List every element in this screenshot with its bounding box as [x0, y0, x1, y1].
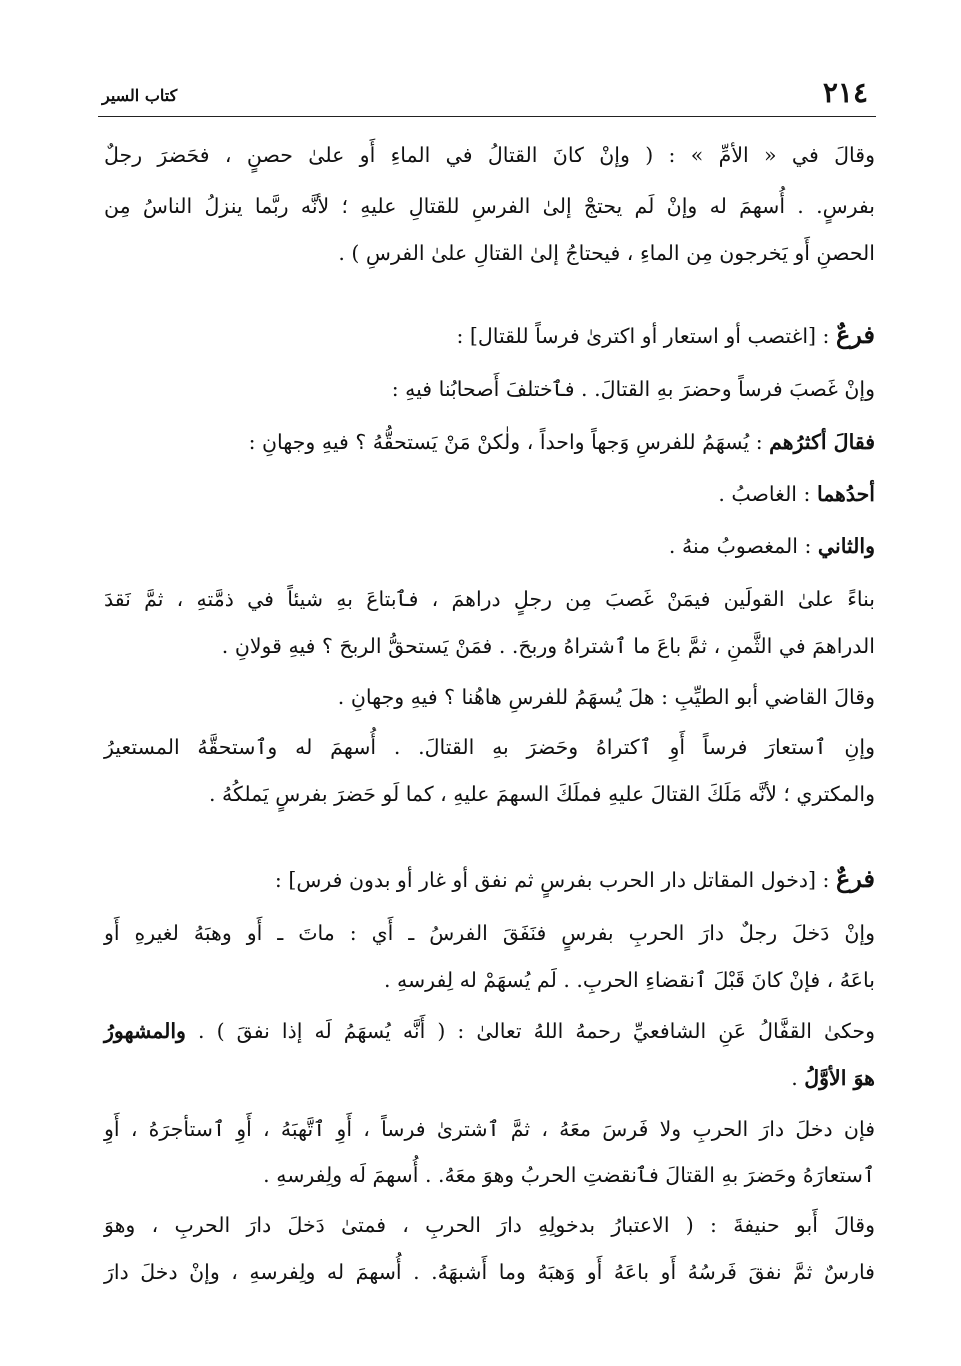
- text-line: فارسٌ ثمَّ نفقَ فَرسُهُ أَو باعَهُ أَو وَهبَهُ وما أَشبهَهُ. . أُسهمَ له ولِفرسهِ ، وإنْ دخلَ دارَ: [104, 1260, 875, 1284]
- text-line: والمكتري ؛ لأنَّه مَلَكَ القتالَ عليهِ فملَكَ السهمَ عليهِ ، كما لَو حَضرَ بفرسٍ يَملكُهُ .: [209, 782, 875, 806]
- text-span: : يُسهَمُ للفرسِ وَجهاً واحداً ، ولٰكنْ مَنْ يَستحقُّهُ ؟ فيهِ وجهانِ :: [248, 430, 770, 454]
- text-line: وقالَ القاضي أبو الطيِّبِ : هلَ يُسهَمُ للفرسِ هاهُنا ؟ فيهِ وجهانِ .: [337, 685, 875, 709]
- text-span: : المغصوبُ منهُ .: [668, 534, 818, 558]
- bold-term: والمشهورُ: [104, 1019, 186, 1043]
- page-number: ٢١٤: [822, 76, 868, 109]
- section-heading: [275, 864, 875, 895]
- section-heading-text: : [اغتصب أو استعار أو اكترىٰ فرساً للقتال] :: [456, 324, 836, 348]
- text-line: [249, 427, 875, 457]
- text-line: فإن دخلَ دارَ الحربِ ولا فَرسَ معَهُ ، ثمَّ ٱشترىٰ فرساً ، أَوِ ٱتَّهبَهُ ، أَوِ ٱستأجرَهُ ، أَوِ: [104, 1117, 875, 1141]
- header-rule: [98, 116, 876, 117]
- text-line: وقالَ في « الأمِّ » : ( وإنْ كانَ القتالُ في الماءِ أَو علىٰ حصنٍ ، فحَضرَ رجلٌ: [104, 143, 875, 167]
- bold-term: والثاني: [817, 534, 875, 558]
- text-span: .: [791, 1066, 805, 1090]
- text-line: وإنْ دَخلَ رجلٌ دارَ الحربِ بفرسٍ فنَفَقَ الفرسُ ـ أَي : ماتَ ـ أَو وهبَهُ لغيرهِ أَو: [104, 921, 875, 945]
- text-line: وإنْ غَصبَ فرساً وحضرَ بهِ القتالَ. . فٱختلفَ أَصحابُنا فيهِ :: [391, 377, 875, 401]
- text-line: الدراهمَ في الثَّمنِ ، ثمَّ باعَ ما ٱشتراهُ وربحَ. . فمَنْ يَستحقُّ الربحَ ؟ فيهِ قولانِ .: [221, 634, 875, 658]
- page-header: [98, 76, 874, 114]
- bold-term: هوَ الأوَّلُ: [804, 1066, 875, 1090]
- far-label: فرعٌ: [835, 320, 875, 349]
- text-line: [104, 1016, 875, 1046]
- text-line: بناءً علىٰ القولَين فيمَنْ غَصبَ مِن رجلٍ دراهمَ ، فٱبتاعَ بهِ شيئاً في ذمَّتهِ ، ثمَّ نَقدَ: [104, 587, 875, 611]
- text-line: ٱستعارَهُ وحَضرَ بهِ القتالَ فٱنقضتِ الحربُ وهوَ معَهُ. . أُسهمَ لَه ولِفرسهِ .: [263, 1163, 875, 1187]
- bold-term: فقالَ أكثرُهم: [769, 430, 875, 454]
- text-line: [791, 1063, 875, 1093]
- text-span: : الغاصبُ .: [718, 482, 817, 506]
- bold-term: أحدُهما: [816, 482, 875, 506]
- text-line: [669, 531, 875, 561]
- section-heading: [456, 320, 875, 351]
- text-line: الحصنِ أَو يَخرجون مِن الماءِ ، فيحتاجُ إلىٰ القتالِ علىٰ الفرسِ ) .: [338, 241, 875, 265]
- text-line: وإنِ ٱستعارَ فرساً أَوِ ٱكتراهُ وحَضرَ بهِ القتالَ. . أُسهمَ له وٱستحقَّهُ المستعيرُ: [104, 735, 875, 759]
- text-span: وحكىٰ القفَّالُ عَنِ الشافعيِّ رحمهُ اللهُ تعالىٰ : ( أَنَّه يُسهَمُ لَه إذا نفقَ ) .: [185, 1019, 875, 1043]
- book-title: كتاب السير: [102, 86, 178, 105]
- section-heading-text: : [دخول المقاتل دار الحرب بفرسٍ ثم نفق أو غار أو بدون فرس] :: [274, 868, 836, 892]
- far-label: فرعٌ: [835, 864, 875, 893]
- text-line: بفرسٍ. . أُسهمَ له وإنْ لَم يحتجْ إلىٰ الفرسِ للقتالِ عليهِ ؛ لأنَّه ربَّما ينزلُ الناسُ مِن: [104, 194, 875, 218]
- text-line: باعَهُ ، فإنْ كانَ قَبْلَ ٱنقضاءِ الحربِ. . لَم يُسهَمْ له لِفرسهِ .: [383, 968, 875, 992]
- text-line: وقالَ أَبو حنيفةَ : ( الاعتبارُ بدخولِهِ دارَ الحربِ ، فمتىٰ دَخلَ دارَ الحربِ ، وهوَ: [104, 1213, 875, 1237]
- text-line: [718, 479, 875, 509]
